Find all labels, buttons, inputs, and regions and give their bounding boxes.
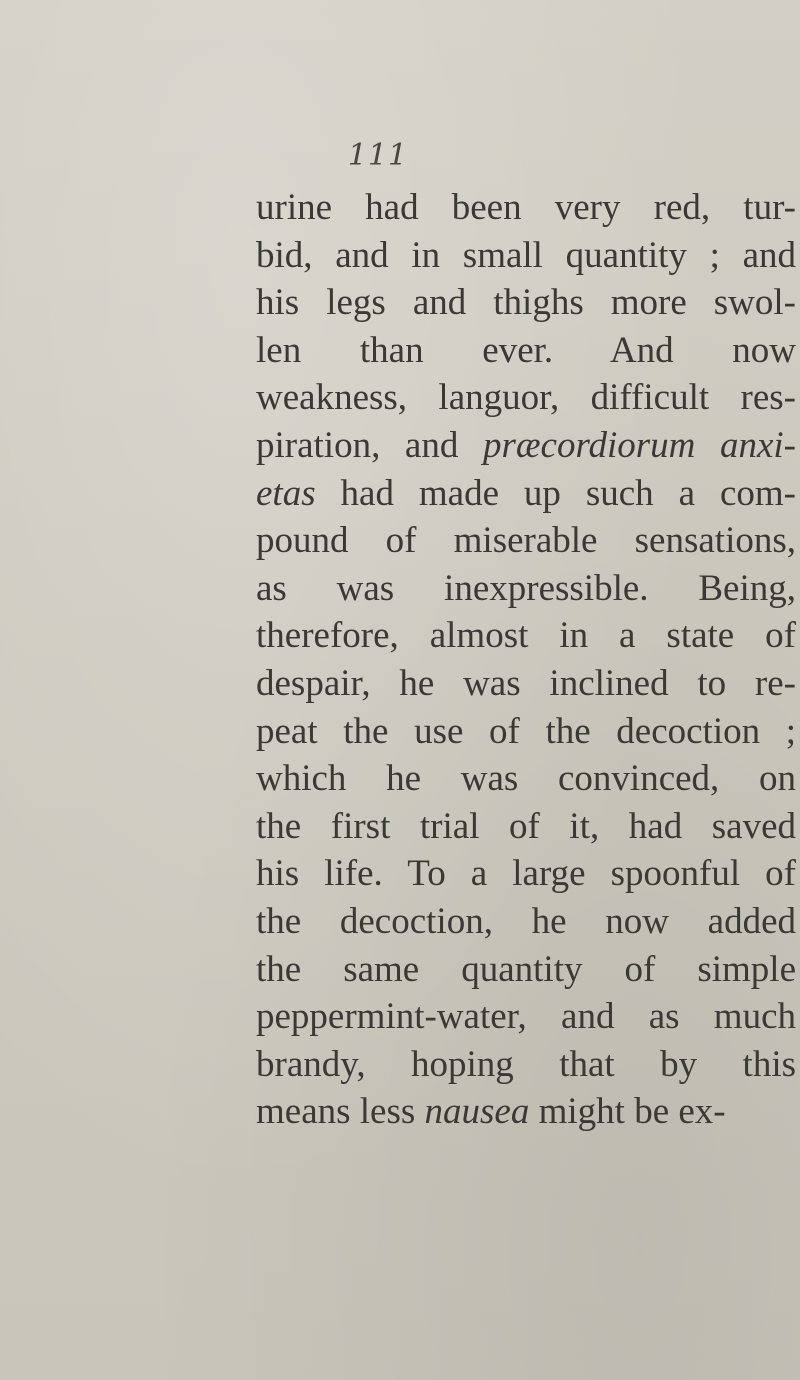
- text-line-14: the first trial of it, had saved: [256, 805, 796, 847]
- text-span: had made up such a com-: [315, 472, 796, 514]
- italic-span: nausea: [424, 1091, 530, 1133]
- text-line-17: the same quantity of simple: [256, 948, 796, 990]
- text-line-16: the decoction, he now added: [256, 900, 796, 942]
- text-line-5: weakness, languor, difficult res-: [256, 377, 796, 419]
- italic-span: etas: [256, 472, 316, 514]
- page-number: 111: [347, 138, 409, 173]
- text-line-10: therefore, almost in a state of: [256, 615, 796, 657]
- text-line-11: despair, he was inclined to re-: [256, 662, 796, 704]
- italic-span: præcordiorum anxi-: [482, 424, 796, 466]
- text-line-20: [256, 1088, 796, 1136]
- text-line-15: his life. To a large spoonful of: [256, 853, 796, 895]
- text-line-4: len than ever. And now: [256, 329, 796, 371]
- text-line-6: [256, 422, 796, 470]
- text-line-12: peat the use of the decoction ;: [256, 710, 796, 752]
- text-span: might be ex-: [529, 1091, 726, 1133]
- text-span: means less: [256, 1091, 425, 1133]
- text-line-18: peppermint-water, and as much: [256, 996, 796, 1038]
- text-line-9: as was inexpressible. Being,: [256, 567, 796, 609]
- text-span: piration, and: [256, 424, 483, 466]
- text-line-2: bid, and in small quantity ; and: [256, 234, 796, 276]
- text-line-13: which he was convinced, on: [256, 758, 796, 800]
- text-line-8: pound of miserable sensations,: [256, 520, 796, 562]
- text-line-1: urine had been very red, tur-: [256, 187, 796, 228]
- text-line-3: his legs and thighs more swol-: [256, 282, 796, 324]
- text-line-19: brandy, hoping that by this: [256, 1043, 796, 1085]
- body-text: [256, 184, 796, 1136]
- text-line-7: [256, 470, 796, 518]
